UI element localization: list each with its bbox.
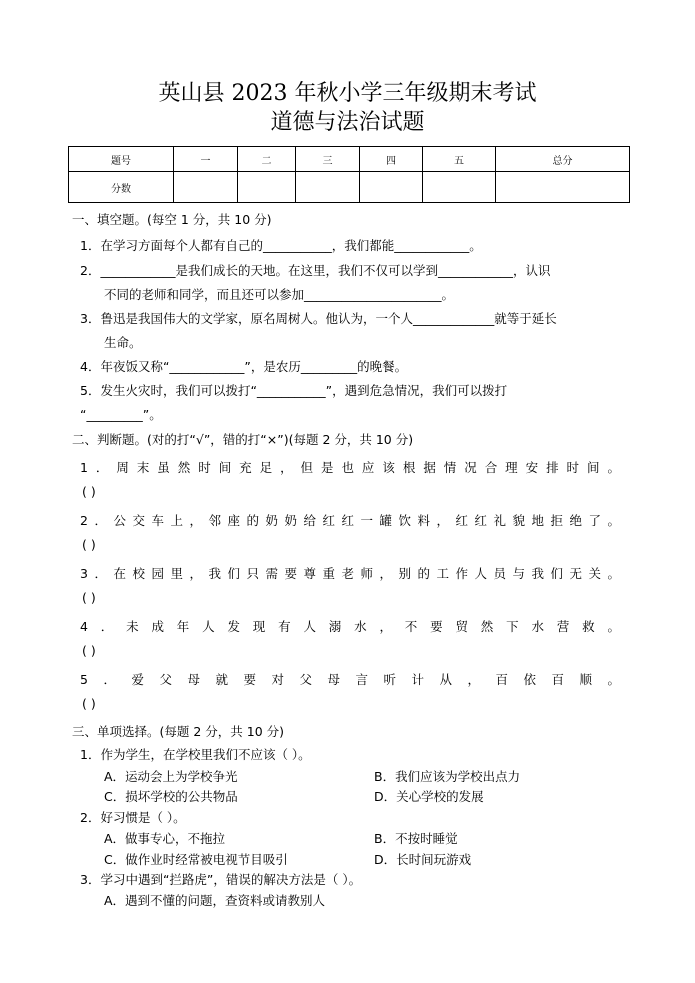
judge-item: 4．未成年人发现有人溺水，不要贸然下水营救。 xyxy=(80,619,620,634)
option-a: A．遇到不懂的问题，查资料或请教别人 xyxy=(104,893,326,908)
answer-paren: ( ) xyxy=(82,590,96,605)
option-c: C．做作业时经常被电视节目吸引 xyxy=(104,852,288,867)
fill-line: 3．鲁迅是我国伟大的文学家，原名周树人。他认为，一个人_____________就等于延长 xyxy=(80,311,557,326)
judge-item: 3．在校园里，我们只需要尊重老师，别的工作人员与我们无关。 xyxy=(80,566,620,581)
answer-paren: ( ) xyxy=(82,643,96,658)
question-stem: 3．学习中遇到“拦路虎”，错误的解决方法是（ ）。 xyxy=(80,872,362,887)
score-table-header-row xyxy=(69,147,630,172)
option-d: D．关心学校的发展 xyxy=(374,789,484,804)
score-cell xyxy=(360,172,423,203)
score-cell xyxy=(174,172,238,203)
option-c: C．损坏学校的公共物品 xyxy=(104,789,238,804)
judge-item: 2．公交车上，邻座的奶奶给红红一罐饮料，红红礼貌地拒绝了。 xyxy=(80,513,620,528)
score-cell xyxy=(296,172,360,203)
fill-line: 不同的老师和同学，而且还可以参加______________________。 xyxy=(104,287,455,302)
header-cell: 总分 xyxy=(496,147,630,172)
answer-paren: ( ) xyxy=(82,696,96,711)
header-cell: 二 xyxy=(238,147,296,172)
fill-line: 生命。 xyxy=(104,335,142,350)
header-cell: 四 xyxy=(360,147,423,172)
judge-item: 5．爱父母就要对父母言听计从，百依百顺。 xyxy=(80,672,620,687)
score-cell xyxy=(423,172,496,203)
option-b: B．我们应该为学校出点力 xyxy=(374,769,521,784)
exam-title: 英山县 2023 年秋小学三年级期末考试 xyxy=(158,81,537,106)
judge-item: 1．周末虽然时间充足，但是也应该根据情况合理安排时间。 xyxy=(80,460,620,475)
header-cell: 三 xyxy=(296,147,360,172)
header-cell: 一 xyxy=(174,147,238,172)
section2-heading: 二、判断题。(对的打“√”，错的打“×”)(每题 2 分，共 10 分) xyxy=(72,432,414,447)
answer-paren: ( ) xyxy=(82,484,96,499)
section3-heading: 三、单项选择。(每题 2 分，共 10 分) xyxy=(72,724,285,739)
score-table xyxy=(68,146,630,203)
answer-paren: ( ) xyxy=(82,537,96,552)
fill-line: “_________”。 xyxy=(80,407,162,422)
fill-line: 5．发生火灾时，我们可以拨打“___________”，遇到危急情况，我们可以拨打 xyxy=(80,383,508,398)
option-d: D．长时间玩游戏 xyxy=(374,852,472,867)
score-cell xyxy=(238,172,296,203)
option-a: A．运动会上为学校争光 xyxy=(104,769,238,784)
section1-heading: 一、填空题。(每空 1 分，共 10 分) xyxy=(72,212,272,227)
exam-subtitle: 道德与法治试题 xyxy=(270,110,425,135)
question-stem: 1．作为学生，在学校里我们不应该（ ）。 xyxy=(80,747,311,762)
header-cell: 五 xyxy=(423,147,496,172)
header-cell: 题号 xyxy=(69,147,174,172)
row-label: 分数 xyxy=(69,172,174,203)
option-b: B．不按时睡觉 xyxy=(374,831,458,846)
fill-line: 2．____________是我们成长的天地。在这里，我们不仅可以学到____________，认识 xyxy=(80,263,551,278)
score-table-score-row xyxy=(69,172,630,203)
fill-line: 1．在学习方面每个人都有自己的___________，我们都能____________。 xyxy=(80,238,482,253)
question-stem: 2．好习惯是（ ）。 xyxy=(80,810,186,825)
fill-line: 4．年夜饭又称“____________”，是农历_________的晚餐。 xyxy=(80,359,408,374)
option-a: A．做事专心，不拖拉 xyxy=(104,831,226,846)
score-cell xyxy=(496,172,630,203)
